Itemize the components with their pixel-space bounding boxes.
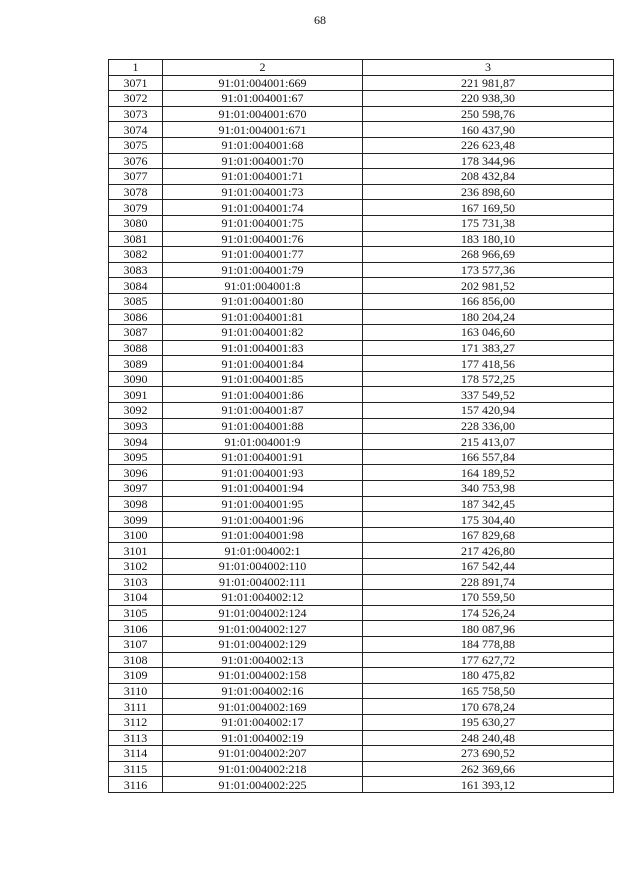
table-row (109, 543, 614, 559)
row-number-cell: 3098 (109, 496, 163, 512)
cadastral-number-cell: 91:01:004001:671 (163, 122, 363, 138)
row-number-cell: 3081 (109, 231, 163, 247)
cadastral-number-cell: 91:01:004001:91 (163, 449, 363, 465)
table-row (109, 153, 614, 169)
table-row (109, 262, 614, 278)
cadastral-number-cell: 91:01:004001:93 (163, 465, 363, 481)
cadastral-number-cell: 91:01:004002:169 (163, 699, 363, 715)
value-cell: 248 240,48 (363, 730, 614, 746)
value-cell: 183 180,10 (363, 231, 614, 247)
header-row (109, 60, 614, 76)
value-cell: 170 678,24 (363, 699, 614, 715)
row-number-cell: 3094 (109, 434, 163, 450)
cadastral-number-cell: 91:01:004001:74 (163, 200, 363, 216)
cadastral-number-cell: 91:01:004002:207 (163, 746, 363, 762)
table-row (109, 434, 614, 450)
row-number-cell: 3103 (109, 574, 163, 590)
cadastral-number-cell: 91:01:004002:127 (163, 621, 363, 637)
row-number-cell: 3089 (109, 356, 163, 372)
table-row (109, 215, 614, 231)
table-row (109, 371, 614, 387)
table-row (109, 340, 614, 356)
table-row (109, 247, 614, 263)
value-cell: 268 966,69 (363, 247, 614, 263)
row-number-cell: 3102 (109, 559, 163, 575)
table-row (109, 761, 614, 777)
cadastral-number-cell: 91:01:004002:19 (163, 730, 363, 746)
value-cell: 215 413,07 (363, 434, 614, 450)
value-cell: 163 046,60 (363, 325, 614, 341)
value-cell: 167 169,50 (363, 200, 614, 216)
cadastral-number-cell: 91:01:004002:218 (163, 761, 363, 777)
cadastral-number-cell: 91:01:004001:95 (163, 496, 363, 512)
row-number-cell: 3101 (109, 543, 163, 559)
row-number-cell: 3115 (109, 761, 163, 777)
table-row (109, 293, 614, 309)
column-header-3: 3 (363, 60, 614, 76)
cadastral-number-cell: 91:01:004001:70 (163, 153, 363, 169)
table-row (109, 106, 614, 122)
table-row (109, 636, 614, 652)
cadastral-number-cell: 91:01:004001:68 (163, 137, 363, 153)
cadastral-number-cell: 91:01:004001:80 (163, 293, 363, 309)
value-cell: 170 559,50 (363, 590, 614, 606)
value-cell: 217 426,80 (363, 543, 614, 559)
row-number-cell: 3091 (109, 387, 163, 403)
value-cell: 175 731,38 (363, 215, 614, 231)
row-number-cell: 3110 (109, 683, 163, 699)
table-row (109, 418, 614, 434)
row-number-cell: 3075 (109, 137, 163, 153)
value-cell: 180 475,82 (363, 668, 614, 684)
table-row (109, 200, 614, 216)
value-cell: 171 383,27 (363, 340, 614, 356)
table-row (109, 621, 614, 637)
value-cell: 226 623,48 (363, 137, 614, 153)
table-row (109, 605, 614, 621)
value-cell: 184 778,88 (363, 636, 614, 652)
cadastral-number-cell: 91:01:004001:82 (163, 325, 363, 341)
table-row (109, 496, 614, 512)
value-cell: 160 437,90 (363, 122, 614, 138)
cadastral-number-cell: 91:01:004001:670 (163, 106, 363, 122)
value-cell: 195 630,27 (363, 714, 614, 730)
row-number-cell: 3072 (109, 91, 163, 107)
table-row (109, 590, 614, 606)
row-number-cell: 3092 (109, 403, 163, 419)
table-row (109, 91, 614, 107)
row-number-cell: 3083 (109, 262, 163, 278)
cadastral-number-cell: 91:01:004001:76 (163, 231, 363, 247)
row-number-cell: 3097 (109, 481, 163, 497)
table-row (109, 699, 614, 715)
table-row (109, 137, 614, 153)
cadastral-number-cell: 91:01:004001:71 (163, 169, 363, 185)
cadastral-number-cell: 91:01:004001:98 (163, 527, 363, 543)
row-number-cell: 3080 (109, 215, 163, 231)
value-cell: 337 549,52 (363, 387, 614, 403)
cadastral-number-cell: 91:01:004002:13 (163, 652, 363, 668)
row-number-cell: 3112 (109, 714, 163, 730)
row-number-cell: 3076 (109, 153, 163, 169)
row-number-cell: 3095 (109, 449, 163, 465)
cadastral-number-cell: 91:01:004002:110 (163, 559, 363, 575)
cadastral-number-cell: 91:01:004002:1 (163, 543, 363, 559)
cadastral-number-cell: 91:01:004001:86 (163, 387, 363, 403)
table-row (109, 449, 614, 465)
table-header (109, 60, 614, 76)
value-cell: 165 758,50 (363, 683, 614, 699)
cadastral-number-cell: 91:01:004001:87 (163, 403, 363, 419)
value-cell: 202 981,52 (363, 278, 614, 294)
row-number-cell: 3107 (109, 636, 163, 652)
cadastral-number-cell: 91:01:004001:75 (163, 215, 363, 231)
table-row (109, 481, 614, 497)
cadastral-number-cell: 91:01:004001:88 (163, 418, 363, 434)
table-row (109, 231, 614, 247)
row-number-cell: 3099 (109, 512, 163, 528)
row-number-cell: 3105 (109, 605, 163, 621)
row-number-cell: 3079 (109, 200, 163, 216)
table-body (109, 75, 614, 792)
cadastral-number-cell: 91:01:004001:81 (163, 309, 363, 325)
value-cell: 178 344,96 (363, 153, 614, 169)
value-cell: 174 526,24 (363, 605, 614, 621)
cadastral-number-cell: 91:01:004002:17 (163, 714, 363, 730)
value-cell: 166 557,84 (363, 449, 614, 465)
value-cell: 167 542,44 (363, 559, 614, 575)
value-cell: 187 342,45 (363, 496, 614, 512)
row-number-cell: 3084 (109, 278, 163, 294)
row-number-cell: 3113 (109, 730, 163, 746)
cadastral-number-cell: 91:01:004002:12 (163, 590, 363, 606)
value-cell: 220 938,30 (363, 91, 614, 107)
table-row (109, 184, 614, 200)
cadastral-number-cell: 91:01:004001:73 (163, 184, 363, 200)
page-number: 68 (314, 13, 326, 27)
table-row (109, 403, 614, 419)
row-number-cell: 3086 (109, 309, 163, 325)
cadastral-number-cell: 91:01:004002:225 (163, 777, 363, 793)
data-table (108, 59, 614, 793)
table-row (109, 730, 614, 746)
row-number-cell: 3116 (109, 777, 163, 793)
row-number-cell: 3078 (109, 184, 163, 200)
cadastral-number-cell: 91:01:004001:85 (163, 371, 363, 387)
value-cell: 161 393,12 (363, 777, 614, 793)
value-cell: 250 598,76 (363, 106, 614, 122)
cadastral-number-cell: 91:01:004002:124 (163, 605, 363, 621)
row-number-cell: 3073 (109, 106, 163, 122)
column-header-2: 2 (163, 60, 363, 76)
table-row (109, 574, 614, 590)
table-row (109, 559, 614, 575)
value-cell: 340 753,98 (363, 481, 614, 497)
cadastral-number-cell: 91:01:004001:67 (163, 91, 363, 107)
value-cell: 173 577,36 (363, 262, 614, 278)
row-number-cell: 3108 (109, 652, 163, 668)
value-cell: 180 087,96 (363, 621, 614, 637)
row-number-cell: 3074 (109, 122, 163, 138)
cadastral-number-cell: 91:01:004002:129 (163, 636, 363, 652)
row-number-cell: 3106 (109, 621, 163, 637)
row-number-cell: 3104 (109, 590, 163, 606)
cadastral-number-cell: 91:01:004001:84 (163, 356, 363, 372)
row-number-cell: 3096 (109, 465, 163, 481)
table-row (109, 512, 614, 528)
cadastral-number-cell: 91:01:004001:9 (163, 434, 363, 450)
value-cell: 228 336,00 (363, 418, 614, 434)
value-cell: 208 432,84 (363, 169, 614, 185)
row-number-cell: 3090 (109, 371, 163, 387)
row-number-cell: 3077 (109, 169, 163, 185)
table-row (109, 683, 614, 699)
row-number-cell: 3085 (109, 293, 163, 309)
value-cell: 236 898,60 (363, 184, 614, 200)
cadastral-number-cell: 91:01:004001:8 (163, 278, 363, 294)
table-row (109, 309, 614, 325)
table-row (109, 668, 614, 684)
value-cell: 177 627,72 (363, 652, 614, 668)
value-cell: 228 891,74 (363, 574, 614, 590)
table-row (109, 465, 614, 481)
value-cell: 262 369,66 (363, 761, 614, 777)
table-row (109, 746, 614, 762)
table-row (109, 652, 614, 668)
row-number-cell: 3088 (109, 340, 163, 356)
table-row (109, 714, 614, 730)
value-cell: 157 420,94 (363, 403, 614, 419)
cadastral-number-cell: 91:01:004002:16 (163, 683, 363, 699)
cadastral-number-cell: 91:01:004001:77 (163, 247, 363, 263)
cadastral-number-cell: 91:01:004001:94 (163, 481, 363, 497)
table-row (109, 325, 614, 341)
value-cell: 273 690,52 (363, 746, 614, 762)
table-row (109, 122, 614, 138)
table-row (109, 387, 614, 403)
row-number-cell: 3100 (109, 527, 163, 543)
column-header-1: 1 (109, 60, 163, 76)
row-number-cell: 3093 (109, 418, 163, 434)
row-number-cell: 3109 (109, 668, 163, 684)
value-cell: 180 204,24 (363, 309, 614, 325)
value-cell: 167 829,68 (363, 527, 614, 543)
row-number-cell: 3071 (109, 75, 163, 91)
cadastral-number-cell: 91:01:004001:83 (163, 340, 363, 356)
value-cell: 164 189,52 (363, 465, 614, 481)
value-cell: 177 418,56 (363, 356, 614, 372)
cadastral-number-cell: 91:01:004001:669 (163, 75, 363, 91)
value-cell: 175 304,40 (363, 512, 614, 528)
table-row (109, 169, 614, 185)
table-row (109, 278, 614, 294)
cadastral-number-cell: 91:01:004002:111 (163, 574, 363, 590)
table-row (109, 527, 614, 543)
value-cell: 221 981,87 (363, 75, 614, 91)
row-number-cell: 3082 (109, 247, 163, 263)
value-cell: 166 856,00 (363, 293, 614, 309)
table-row (109, 356, 614, 372)
row-number-cell: 3111 (109, 699, 163, 715)
row-number-cell: 3087 (109, 325, 163, 341)
row-number-cell: 3114 (109, 746, 163, 762)
cadastral-number-cell: 91:01:004001:96 (163, 512, 363, 528)
table-row (109, 777, 614, 793)
value-cell: 178 572,25 (363, 371, 614, 387)
table-row (109, 75, 614, 91)
cadastral-number-cell: 91:01:004001:79 (163, 262, 363, 278)
cadastral-number-cell: 91:01:004002:158 (163, 668, 363, 684)
